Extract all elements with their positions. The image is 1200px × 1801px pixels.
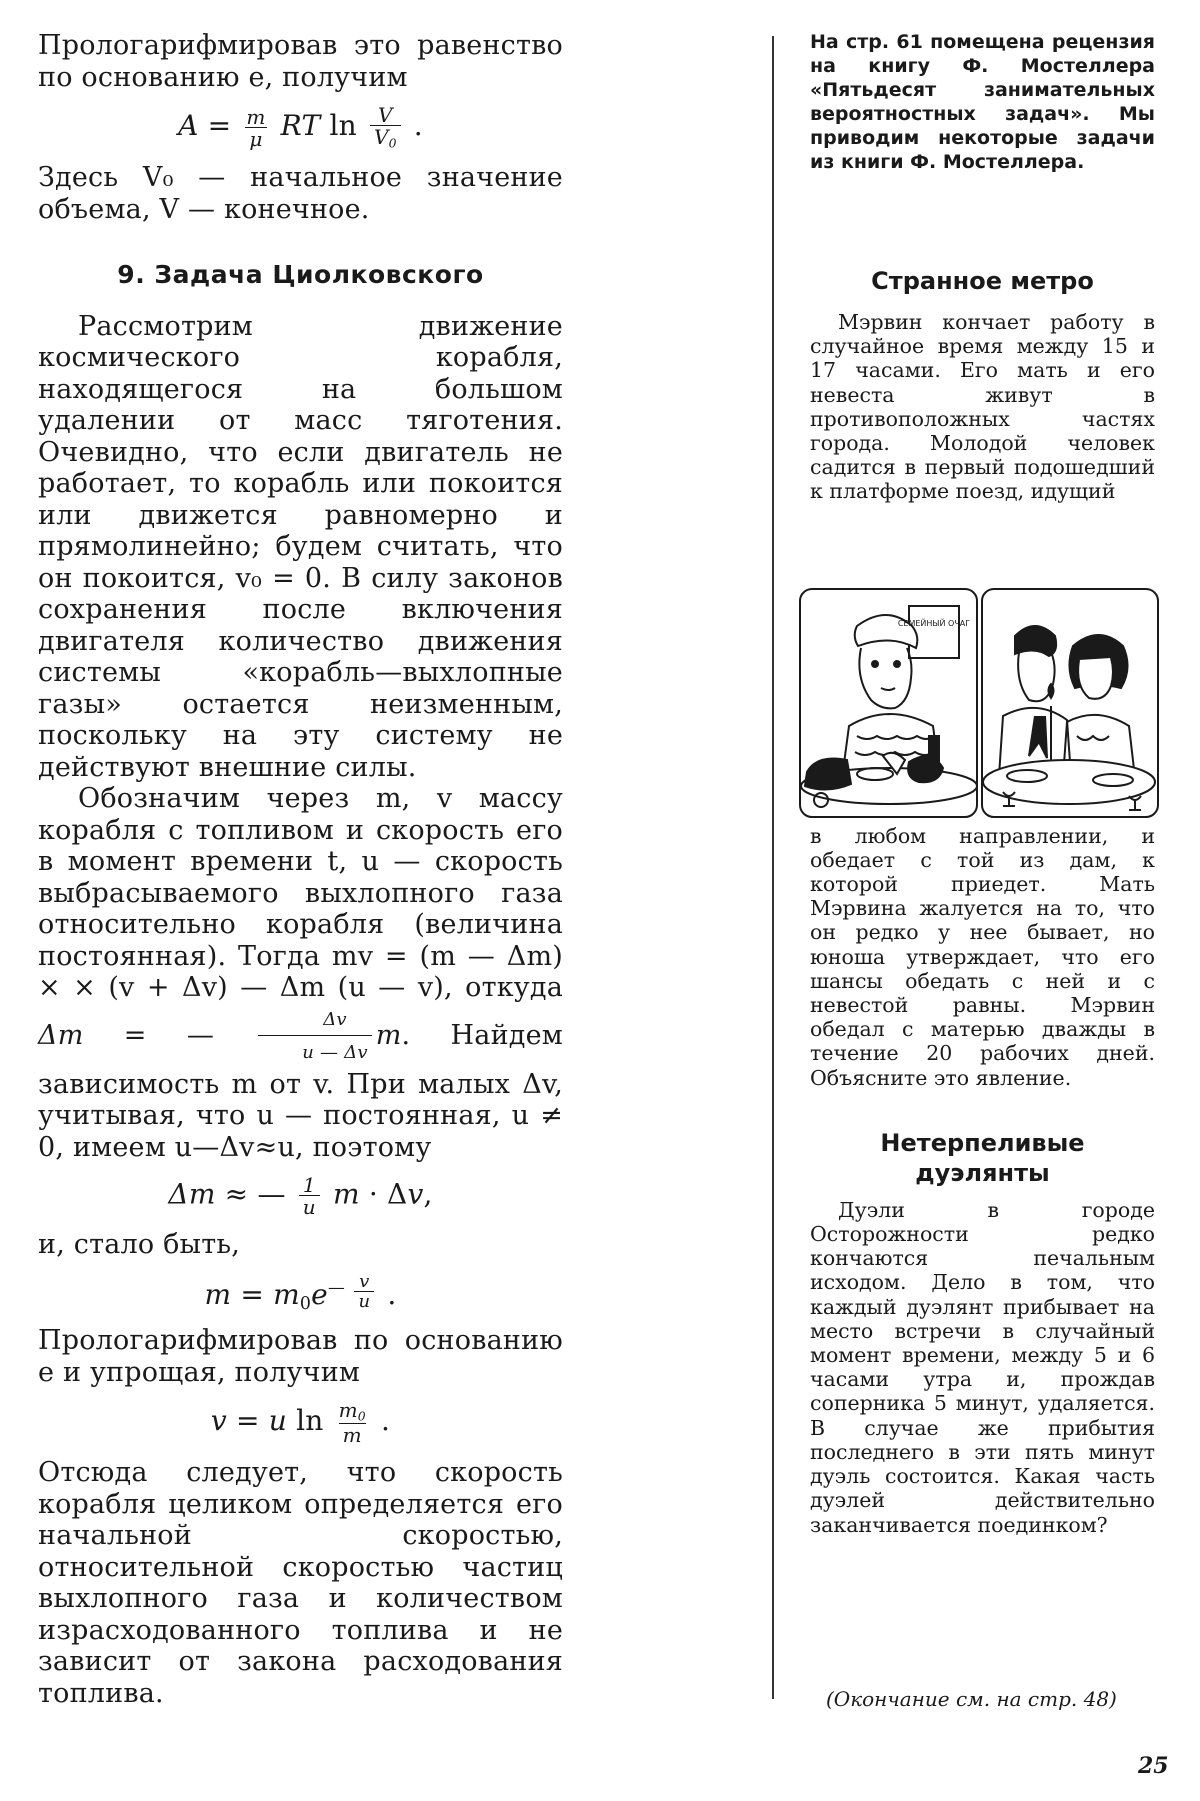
- problem-title-duel-1: Нетерпеливые: [880, 1128, 1085, 1157]
- formula-mass: $m = m_0e^{— \frac{v}{u}}$ .: [204, 1270, 397, 1314]
- cartoon-illustration: [797, 586, 1161, 822]
- paragraph-1: Прологарифмировав это равенство по основанию e, получим: [38, 30, 563, 93]
- cartoon-svg: [797, 586, 1161, 822]
- paragraph-7: Отсюда следует, что скорость корабля целиком определяется его начальной скоростью, относительной скоростью частиц выхлопного газа и количеством израсходованного топлива и не зависит от закона расходования топлива.: [38, 1457, 563, 1709]
- candle-flame: [1049, 684, 1054, 698]
- problem-title-metro: Странное метро: [871, 267, 1094, 295]
- formula-velocity: v = u ln $\frac{m_0}{m}$ .: [210, 1398, 391, 1448]
- sign-text: СЕМЕЙНЫЙ ОЧАГ: [897, 619, 971, 628]
- paragraph-2: Здесь V₀ — начальное значение объема, V — конечное.: [38, 162, 563, 225]
- intro-note: На стр. 61 помещена рецензия на книгу Ф. Мостеллера «Пятьдесят занимательных вероятностных задач». Мы приводим некоторые задачи из книги Ф. Мостеллера.: [810, 31, 1155, 173]
- problem-duel-text: Дуэли в городе Осторожности редко кончаются печальным исходом. Дело в том, что каждый дуэлянт прибывает на место встречи в случайный момент времени, между 5 и 6 часами утра и, прождав соперника 5 минут, удаляется. В случае же прибытия последнего в эти пять минут дуэль состоится. Какая часть дуэлей действительно заканчивается поединком?: [810, 1197, 1155, 1537]
- cake: [805, 759, 851, 790]
- section-title: 9. Задача Циолковского: [117, 260, 484, 290]
- problem-metro-text-2: в любом направлении, и обедает с той из дам, к которой приедет. Мать Мэрвина жалуется на то, что он редко у нее бывает, но юноша утверждает, что его шансы обедать с ней и с невестой равны. Мэрвин обедал с матерью дважды в течение 20 рабочих дней. Объясните это явление.: [810, 823, 1155, 1090]
- continuation-note: (Окончание см. на стр. 48): [826, 1687, 1117, 1711]
- paragraph-3: Рассмотрим движение космического корабля, находящегося на большом удалении от масс тяготения. Очевидно, что если двигатель не работает, то корабль или покоится или движется равномерно и прямолинейно; будем считать, что он покоится, v₀ = 0. В силу законов сохранения после включения двигателя количество движения системы «корабль—выхлопные газы» остается неизменным, поскольку на эту систему не действуют внешние силы.: [38, 310, 563, 783]
- formula-work: A = $\frac{m}{\mu}$ RT ln $\frac{V}{V_0}$ .: [178, 103, 423, 151]
- paragraph-4-continued: . Найдем зависимость m от v. При малых Δv, учитывая, что u — постоянная, u ≠ 0, имеем u—Δv≈u, поэтому: [38, 1019, 563, 1163]
- left-column: [38, 30, 563, 1709]
- formula-mass-increment: Δm ≈ — $\frac{1}{u}$ m · Δv,: [168, 1173, 433, 1220]
- paragraph-4: Обозначим через m, v массу корабля с топливом и скорость его в момент времени t, u — скорость выбрасываемого выхлопного газа относительно корабля (величина постоянная). Тогда mv = (m — Δm) × × (v + Δv) — Δm (u — v), откуда Δm = — $\frac{\Delta v}{u — \Delta v}$ m. Найдем зависимость m от v. При малых Δv, учитывая, что u — постоянная, u ≠ 0, имеем u—Δv≈u, поэтому: [38, 783, 563, 1163]
- paragraph-5: и, стало быть,: [38, 1229, 241, 1261]
- page-number: 25: [1138, 1753, 1169, 1779]
- paragraph-6: Прологарифмировав по основанию e и упрощая, получим: [38, 1325, 563, 1388]
- column-divider: [772, 36, 774, 1699]
- mother-face: [859, 648, 911, 708]
- problem-metro-text-1: Мэрвин кончает работу в случайное время между 15 и 17 часами. Его мать и его невеста живут в противоположных частях города. Молодой человек садится в первый подошедший к платформе поезд, идущий: [810, 310, 1155, 504]
- paragraph-4-text: Обозначим через m, v массу корабля с топливом и скорость его в момент времени t, u — скорость выбрасываемого выхлопного газа относительно корабля (величина постоянная). Тогда mv = (m — Δm) × × (v + Δv) — Δm (u — v), откуда: [38, 783, 563, 1004]
- man-hair: [1015, 626, 1056, 656]
- problem-title-duel-2: дуэлянты: [915, 1158, 1050, 1187]
